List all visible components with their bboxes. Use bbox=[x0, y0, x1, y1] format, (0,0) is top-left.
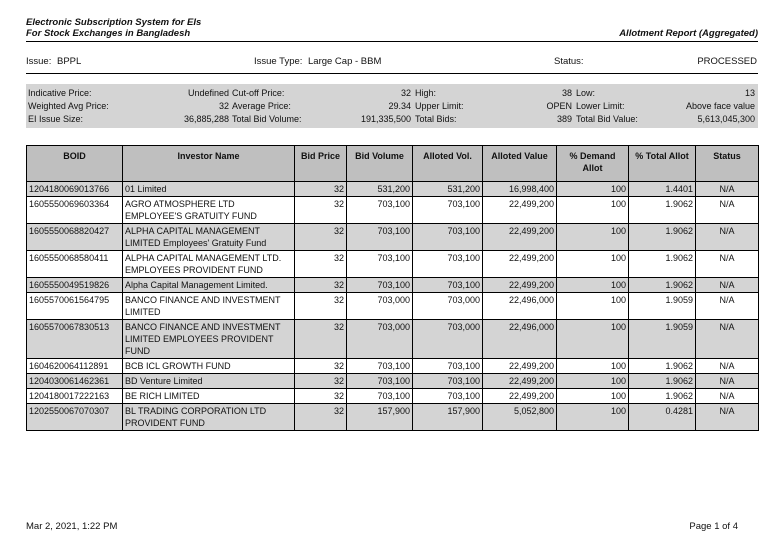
cell-boid: 1605550068580411 bbox=[27, 251, 123, 278]
cell-status: N/A bbox=[696, 404, 759, 431]
ei-issue-size-label: EI Issue Size: bbox=[28, 114, 84, 124]
total-bid-volume-label: Total Bid Volume: bbox=[232, 114, 302, 124]
issue-label: Issue: bbox=[26, 56, 52, 67]
cell-alloted-value: 22,499,200 bbox=[483, 374, 557, 389]
header-divider bbox=[26, 41, 758, 42]
cell-bid-price: 32 bbox=[295, 359, 347, 374]
cell-pct-total-allot: 1.9062 bbox=[629, 278, 696, 293]
table-row bbox=[27, 389, 759, 404]
avg-price-value: 29.34 bbox=[388, 101, 411, 111]
cell-investor-name: ALPHA CAPITAL MANAGEMENT LTD. EMPLOYEES PROVIDENT FUND bbox=[123, 251, 295, 278]
cell-bid-price: 32 bbox=[295, 374, 347, 389]
cell-status: N/A bbox=[696, 320, 759, 359]
cell-investor-name: BANCO FINANCE AND INVESTMENT LIMITED EMPLOYEES PROVIDENT FUND bbox=[123, 320, 295, 359]
cell-status: N/A bbox=[696, 197, 759, 224]
cell-status: N/A bbox=[696, 293, 759, 320]
report-title: Allotment Report (Aggregated) bbox=[619, 28, 758, 39]
cell-bid-price: 32 bbox=[295, 182, 347, 197]
cell-bid-volume: 531,200 bbox=[347, 182, 413, 197]
cell-pct-total-allot: 1.9059 bbox=[629, 320, 696, 359]
lower-limit-label: Lower Limit: bbox=[576, 101, 625, 111]
col-header-pct-demand-allot: % Demand Allot bbox=[557, 146, 629, 182]
cell-investor-name: AGRO ATMOSPHERE LTD EMPLOYEE'S GRATUITY FUND bbox=[123, 197, 295, 224]
cell-alloted-value: 22,499,200 bbox=[483, 359, 557, 374]
table-row bbox=[27, 404, 759, 431]
cell-alloted-vol: 157,900 bbox=[413, 404, 483, 431]
cell-alloted-vol: 703,100 bbox=[413, 224, 483, 251]
cutoff-price-label: Cut-off Price: bbox=[232, 88, 285, 98]
cell-bid-price: 32 bbox=[295, 197, 347, 224]
cell-boid: 1204030061462361 bbox=[27, 374, 123, 389]
cell-pct-total-allot: 0.4281 bbox=[629, 404, 696, 431]
cell-pct-demand-allot: 100 bbox=[557, 404, 629, 431]
cell-pct-demand-allot: 100 bbox=[557, 224, 629, 251]
ei-issue-size-value: 36,885,288 bbox=[183, 114, 229, 124]
table-row bbox=[27, 278, 759, 293]
header-line-1: Electronic Subscription System for EIs bbox=[26, 17, 202, 28]
cell-bid-volume: 703,000 bbox=[347, 320, 413, 359]
cell-alloted-vol: 703,100 bbox=[413, 359, 483, 374]
table-row bbox=[27, 320, 759, 359]
cell-alloted-vol: 703,100 bbox=[413, 389, 483, 404]
table-row bbox=[27, 359, 759, 374]
cell-alloted-value: 22,499,200 bbox=[483, 251, 557, 278]
cell-alloted-vol: 531,200 bbox=[413, 182, 483, 197]
cell-status: N/A bbox=[696, 251, 759, 278]
cell-investor-name: BANCO FINANCE AND INVESTMENT LIMITED bbox=[123, 293, 295, 320]
total-bid-volume-value: 191,335,500 bbox=[360, 114, 411, 124]
cell-bid-volume: 703,100 bbox=[347, 251, 413, 278]
status-label: Status: bbox=[554, 56, 584, 67]
report-header bbox=[26, 17, 201, 39]
footer-page-number: Page 1 of 4 bbox=[689, 521, 738, 532]
issue-info-row bbox=[26, 55, 758, 68]
lower-limit-value: Above face value bbox=[685, 101, 755, 111]
cell-pct-total-allot: 1.9062 bbox=[629, 389, 696, 404]
cell-status: N/A bbox=[696, 182, 759, 197]
cell-bid-price: 32 bbox=[295, 404, 347, 431]
col-header-boid: BOID bbox=[27, 146, 123, 182]
cell-investor-name: Alpha Capital Management Limited. bbox=[123, 278, 295, 293]
status-value: PROCESSED bbox=[697, 56, 757, 67]
col-header-alloted-vol: Alloted Vol. bbox=[413, 146, 483, 182]
table-row bbox=[27, 224, 759, 251]
issue-type-label: Issue Type: bbox=[254, 56, 303, 67]
cell-alloted-value: 22,496,000 bbox=[483, 320, 557, 359]
allotment-table bbox=[26, 145, 759, 431]
col-header-bid-volume: Bid Volume bbox=[347, 146, 413, 182]
cell-pct-demand-allot: 100 bbox=[557, 374, 629, 389]
col-header-alloted-value: Alloted Value bbox=[483, 146, 557, 182]
cell-investor-name: BE RICH LIMITED bbox=[123, 389, 295, 404]
cell-bid-price: 32 bbox=[295, 293, 347, 320]
cell-alloted-vol: 703,100 bbox=[413, 251, 483, 278]
header-line-2: For Stock Exchanges in Bangladesh bbox=[26, 28, 191, 39]
cell-pct-total-allot: 1.4401 bbox=[629, 182, 696, 197]
table-row bbox=[27, 293, 759, 320]
cell-investor-name: ALPHA CAPITAL MANAGEMENT LIMITED Employees' Gratuity Fund bbox=[123, 224, 295, 251]
footer-timestamp: Mar 2, 2021, 1:22 PM bbox=[26, 521, 118, 532]
avg-price-label: Average Price: bbox=[232, 101, 291, 111]
cell-pct-demand-allot: 100 bbox=[557, 320, 629, 359]
upper-limit-label: Upper Limit: bbox=[415, 101, 464, 111]
cell-bid-price: 32 bbox=[295, 320, 347, 359]
indicative-price-value: Undefined bbox=[187, 88, 229, 98]
issue-type-value: Large Cap - BBM bbox=[308, 56, 382, 67]
cell-bid-price: 32 bbox=[295, 278, 347, 293]
cell-investor-name: BD Venture Limited bbox=[123, 374, 295, 389]
cell-bid-volume: 157,900 bbox=[347, 404, 413, 431]
cell-investor-name: BL TRADING CORPORATION LTD PROVIDENT FUND bbox=[123, 404, 295, 431]
cell-pct-demand-allot: 100 bbox=[557, 182, 629, 197]
col-header-bid-price: Bid Price bbox=[295, 146, 347, 182]
cell-boid: 1605550069603364 bbox=[27, 197, 123, 224]
cell-boid: 1605550049519826 bbox=[27, 278, 123, 293]
table-row bbox=[27, 197, 759, 224]
cell-pct-demand-allot: 100 bbox=[557, 359, 629, 374]
cell-pct-demand-allot: 100 bbox=[557, 197, 629, 224]
cell-bid-volume: 703,100 bbox=[347, 359, 413, 374]
cell-status: N/A bbox=[696, 224, 759, 251]
indicative-price-label: Indicative Price: bbox=[28, 88, 92, 98]
cell-investor-name: BCB ICL GROWTH FUND bbox=[123, 359, 295, 374]
cell-alloted-vol: 703,100 bbox=[413, 374, 483, 389]
total-bids-value: 389 bbox=[556, 114, 572, 124]
high-label: High: bbox=[415, 88, 437, 98]
col-header-investor-name: Investor Name bbox=[123, 146, 295, 182]
cell-pct-total-allot: 1.9062 bbox=[629, 224, 696, 251]
cell-investor-name: 01 Limited bbox=[123, 182, 295, 197]
cell-boid: 1204180017222163 bbox=[27, 389, 123, 404]
cell-alloted-vol: 703,000 bbox=[413, 293, 483, 320]
summary-panel bbox=[26, 84, 758, 128]
cell-alloted-value: 22,499,200 bbox=[483, 224, 557, 251]
high-value: 38 bbox=[561, 88, 572, 98]
cell-boid: 1202550067070307 bbox=[27, 404, 123, 431]
cell-alloted-value: 22,496,000 bbox=[483, 293, 557, 320]
cell-alloted-vol: 703,100 bbox=[413, 197, 483, 224]
cell-bid-volume: 703,100 bbox=[347, 224, 413, 251]
cell-alloted-value: 22,499,200 bbox=[483, 389, 557, 404]
cell-bid-price: 32 bbox=[295, 251, 347, 278]
table-row bbox=[27, 182, 759, 197]
upper-limit-value: OPEN bbox=[546, 101, 572, 111]
wavg-price-label: Weighted Avg Price: bbox=[28, 101, 109, 111]
cell-pct-demand-allot: 100 bbox=[557, 278, 629, 293]
cell-alloted-value: 5,052,800 bbox=[483, 404, 557, 431]
cell-pct-demand-allot: 100 bbox=[557, 251, 629, 278]
cell-bid-volume: 703,100 bbox=[347, 374, 413, 389]
total-bids-label: Total Bids: bbox=[415, 114, 457, 124]
table-body bbox=[27, 182, 759, 431]
issue-divider bbox=[26, 73, 758, 74]
table-row bbox=[27, 251, 759, 278]
cell-bid-volume: 703,100 bbox=[347, 197, 413, 224]
cell-status: N/A bbox=[696, 359, 759, 374]
wavg-price-value: 32 bbox=[218, 101, 229, 111]
cell-pct-demand-allot: 100 bbox=[557, 293, 629, 320]
cell-boid: 1204180069013766 bbox=[27, 182, 123, 197]
cell-bid-volume: 703,000 bbox=[347, 293, 413, 320]
cell-alloted-value: 22,499,200 bbox=[483, 278, 557, 293]
cell-bid-volume: 703,100 bbox=[347, 389, 413, 404]
cell-alloted-vol: 703,100 bbox=[413, 278, 483, 293]
low-label: Low: bbox=[576, 88, 596, 98]
cell-bid-price: 32 bbox=[295, 389, 347, 404]
cell-pct-total-allot: 1.9062 bbox=[629, 251, 696, 278]
cell-pct-total-allot: 1.9062 bbox=[629, 374, 696, 389]
table-header-row bbox=[27, 146, 759, 182]
col-header-status: Status bbox=[696, 146, 759, 182]
issue-value: BPPL bbox=[57, 56, 82, 67]
table-row bbox=[27, 374, 759, 389]
total-bid-value-label: Total Bid Value: bbox=[576, 114, 638, 124]
cell-boid: 1605550068820427 bbox=[27, 224, 123, 251]
cutoff-price-value: 32 bbox=[400, 88, 411, 98]
low-value: 13 bbox=[744, 88, 755, 98]
cell-status: N/A bbox=[696, 374, 759, 389]
cell-alloted-value: 16,998,400 bbox=[483, 182, 557, 197]
cell-alloted-value: 22,499,200 bbox=[483, 197, 557, 224]
cell-status: N/A bbox=[696, 278, 759, 293]
cell-pct-demand-allot: 100 bbox=[557, 389, 629, 404]
cell-pct-total-allot: 1.9062 bbox=[629, 197, 696, 224]
cell-status: N/A bbox=[696, 389, 759, 404]
cell-bid-volume: 703,100 bbox=[347, 278, 413, 293]
col-header-pct-total-allot: % Total Allot bbox=[629, 146, 696, 182]
cell-boid: 1605570067830513 bbox=[27, 320, 123, 359]
cell-bid-price: 32 bbox=[295, 224, 347, 251]
cell-pct-total-allot: 1.9062 bbox=[629, 359, 696, 374]
cell-alloted-vol: 703,000 bbox=[413, 320, 483, 359]
cell-boid: 1605570061564795 bbox=[27, 293, 123, 320]
total-bid-value-value: 5,613,045,300 bbox=[697, 114, 755, 124]
cell-boid: 1604620064112891 bbox=[27, 359, 123, 374]
cell-pct-total-allot: 1.9059 bbox=[629, 293, 696, 320]
